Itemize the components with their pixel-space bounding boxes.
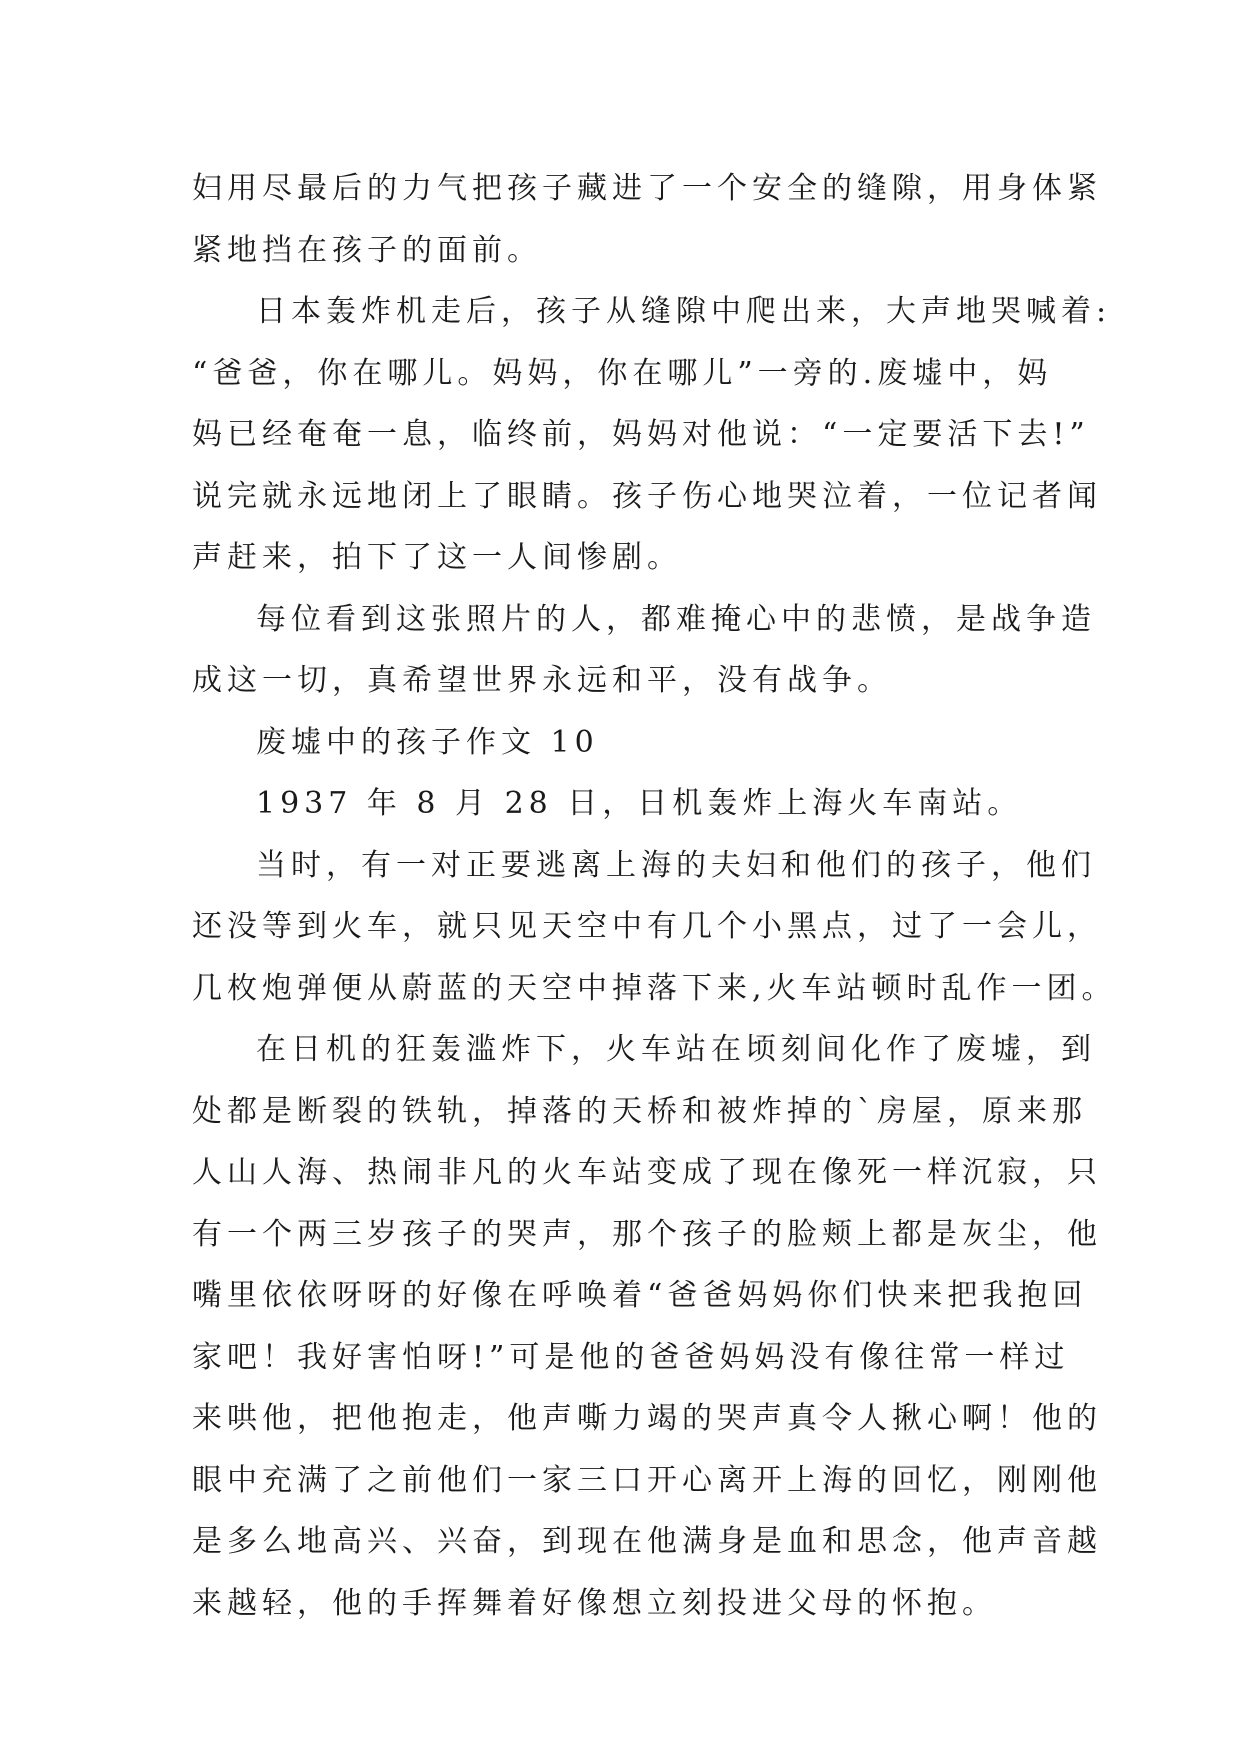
- text-line: 眼中充满了之前他们一家三口开心离开上海的回忆，刚刚他: [192, 1462, 1102, 1498]
- text-line: 说完就永远地闭上了眼睛。孩子伤心地哭泣着，一位记者闻: [192, 478, 1102, 514]
- text-line: 人山人海、热闹非凡的火车站变成了现在像死一样沉寂，只: [192, 1155, 1102, 1190]
- text-line: 1937 年 8 月 28 日，日机轰炸上海火车南站。: [256, 786, 1023, 821]
- essay-body: [192, 158, 1117, 1634]
- text-line: 妇用尽最后的力气把孩子藏进了一个安全的缝隙，用身体紧: [192, 171, 1102, 206]
- text-line: 嘴里依依呀呀的好像在呼唤着“爸爸妈妈你们快来把我抱回: [192, 1278, 1088, 1313]
- text-line: 紧地挡在孩子的面前。: [192, 232, 542, 268]
- text-line: 家吧！我好害怕呀!”可是他的爸爸妈妈没有像往常一样过: [192, 1339, 1070, 1375]
- text-line: 有一个两三岁孩子的哭声，那个孩子的脸颊上都是灰尘，他: [192, 1216, 1102, 1252]
- text-line: 日本轰炸机走后，孩子从缝隙中爬出来，大声地哭喊着:: [256, 294, 1112, 329]
- text-line: 是多么地高兴、兴奋，到现在他满身是血和思念，他声音越: [192, 1524, 1102, 1559]
- text-line: 声赶来，拍下了这一人间惨剧。: [192, 540, 682, 575]
- text-line: 几枚炮弹便从蔚蓝的天空中掉落下来,火车站顿时乱作一团。: [192, 970, 1117, 1006]
- text-line: 妈已经奄奄一息，临终前，妈妈对他说：“一定要活下去!”: [192, 417, 1090, 452]
- text-line: 当时，有一对正要逃离上海的夫妇和他们的孩子，他们: [256, 847, 1096, 883]
- text-line: 每位看到这张照片的人，都难掩心中的悲愤，是战争造: [256, 601, 1096, 637]
- text-line: 来越轻，他的手挥舞着好像想立刻投进父母的怀抱。: [192, 1585, 997, 1621]
- text-line: 来哄他，把他抱走，他声嘶力竭的哭声真令人揪心啊！他的: [192, 1401, 1102, 1436]
- text-line: “爸爸，你在哪儿。妈妈，你在哪儿”一旁的.废墟中，妈: [192, 355, 1053, 391]
- text-line: 成这一切，真希望世界永远和平，没有战争。: [192, 663, 892, 698]
- text-line: 处都是断裂的铁轨，掉落的天桥和被炸掉的`房屋，原来那: [192, 1093, 1087, 1129]
- text-line: 还没等到火车，就只见天空中有几个小黑点，过了一会儿，: [192, 909, 1102, 944]
- text-line: 在日机的狂轰滥炸下，火车站在顷刻间化作了废墟，到: [256, 1032, 1096, 1067]
- essay-title: 废墟中的孩子作文 10: [256, 724, 599, 760]
